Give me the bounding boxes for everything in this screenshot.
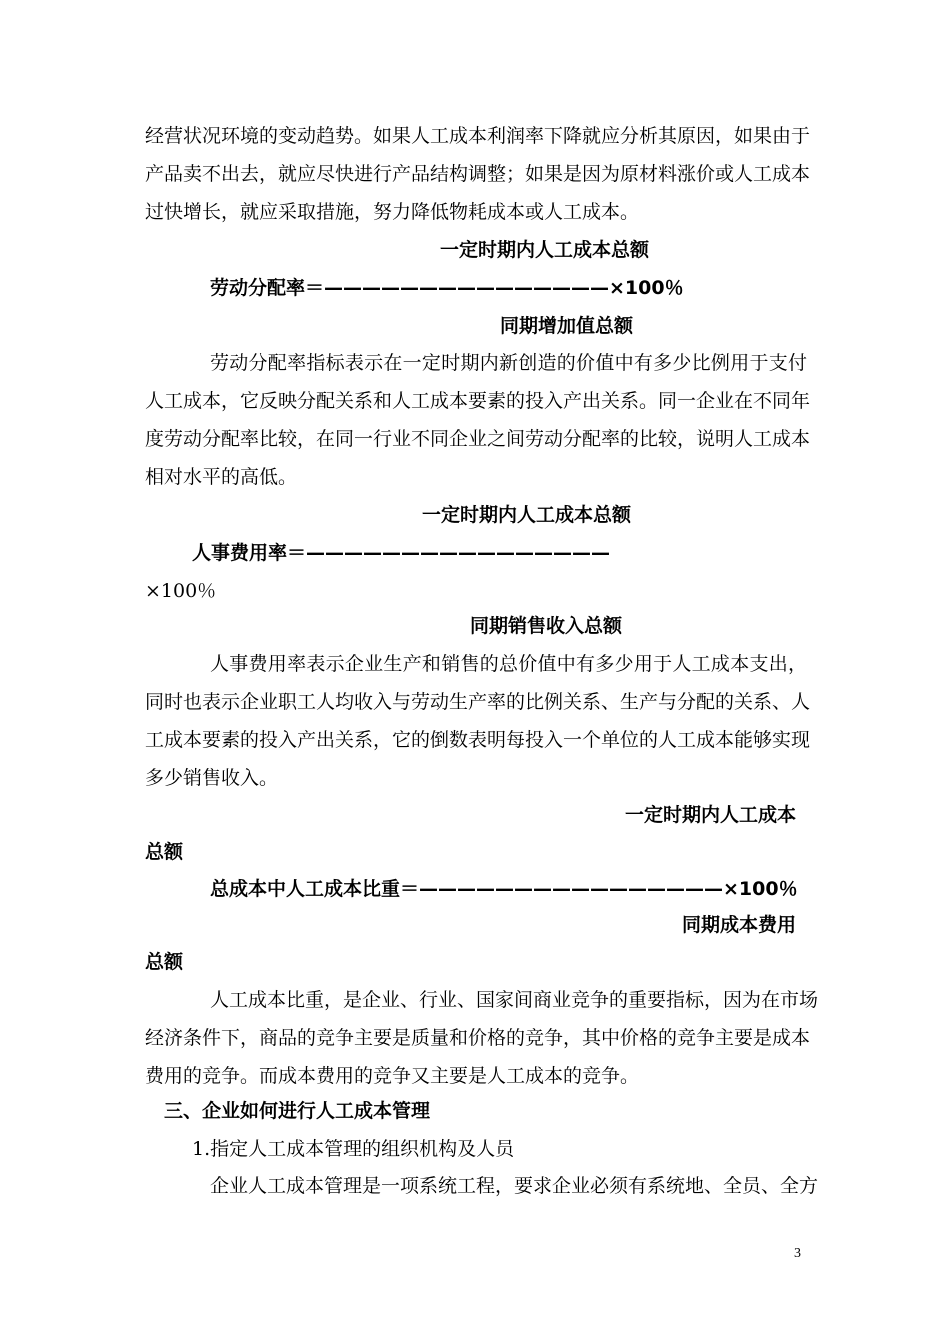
paragraph-line: 经营状况环境的变动趋势。如果人工成本利润率下降就应分析其原因，如果由于 — [145, 125, 811, 147]
paragraph-line: 过快增长，就应采取措施，努力降低物耗成本或人工成本。 — [145, 201, 640, 223]
paragraph-line: 经济条件下，商品的竞争主要是质量和价格的竞争，其中价格的竞争主要是成本 — [145, 1027, 811, 1049]
paragraph-line: 人工成本，它反映分配关系和人工成本要素的投入产出关系。同一企业在不同年 — [145, 390, 811, 412]
paragraph-line: 产品卖不出去，就应尽快进行产品结构调整；如果是因为原材料涨价或人工成本 — [145, 163, 811, 185]
formula-numerator-wrap: 总额 — [145, 841, 184, 863]
formula-denominator-wrap: 总额 — [145, 951, 184, 973]
paragraph-line: 人工成本比重，是企业、行业、国家间商业竞争的重要指标，因为在市场 — [210, 989, 819, 1011]
page-number: 3 — [794, 1246, 801, 1261]
formula-numerator: 一定时期内人工成本 — [625, 804, 797, 826]
formula-denominator: 同期增加值总额 — [500, 315, 634, 337]
formula-denominator: 同期成本费用 — [682, 914, 797, 936]
paragraph-line: 工成本要素的投入产出关系，它的倒数表明每投入一个单位的人工成本能够实现 — [145, 729, 811, 751]
subsection-heading: 1.指定人工成本管理的组织机构及人员 — [192, 1138, 515, 1160]
formula-line: 总成本中人工成本比重＝————————————————×100％ — [210, 878, 798, 900]
paragraph-line: 人事费用率表示企业生产和销售的总价值中有多少用于人工成本支出， — [210, 653, 807, 675]
paragraph-line: 企业人工成本管理是一项系统工程，要求企业必须有系统地、全员、全方 — [210, 1175, 819, 1197]
paragraph-line: 费用的竞争。而成本费用的竞争又主要是人工成本的竞争。 — [145, 1065, 640, 1087]
paragraph-line: 同时也表示企业职工人均收入与劳动生产率的比例关系、生产与分配的关系、人 — [145, 691, 811, 713]
paragraph-line: 劳动分配率指标表示在一定时期内新创造的价值中有多少比例用于支付 — [210, 352, 807, 374]
formula-line-wrap: ×100％ — [145, 580, 217, 602]
paragraph-line: 多少销售收入。 — [145, 767, 279, 789]
formula-numerator: 一定时期内人工成本总额 — [440, 239, 650, 261]
paragraph-line: 相对水平的高低。 — [145, 466, 298, 488]
formula-line: 人事费用率＝———————————————— — [192, 542, 611, 564]
section-heading: 三、企业如何进行人工成本管理 — [164, 1100, 431, 1122]
formula-denominator: 同期销售收入总额 — [470, 615, 623, 637]
formula-line: 劳动分配率＝———————————————×100％ — [210, 277, 684, 299]
paragraph-line: 度劳动分配率比较，在同一行业不同企业之间劳动分配率的比较，说明人工成本 — [145, 428, 811, 450]
formula-numerator: 一定时期内人工成本总额 — [422, 504, 632, 526]
